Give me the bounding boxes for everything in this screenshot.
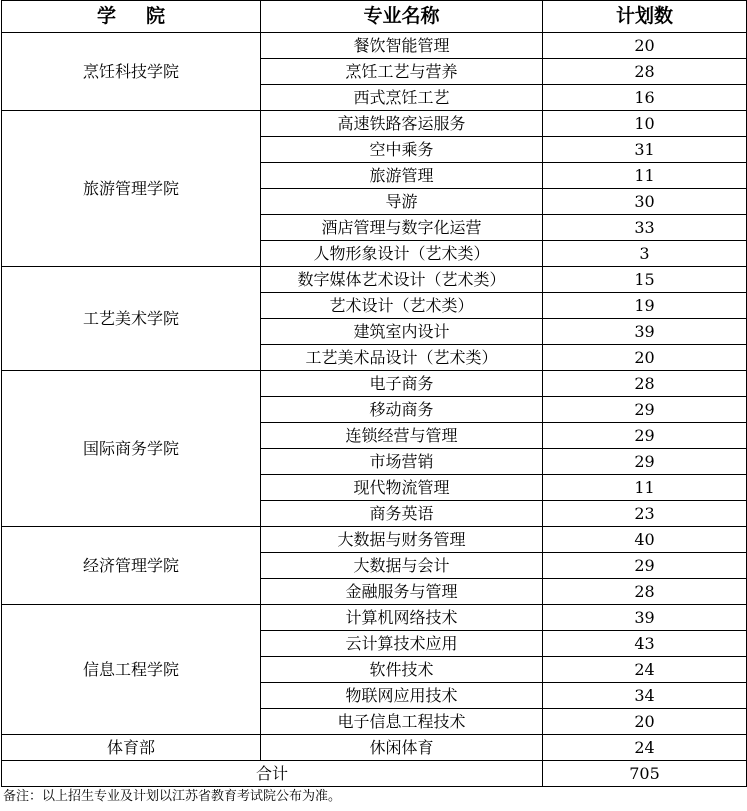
plan-count-cell: 28 [543, 579, 747, 605]
plan-count-cell: 24 [543, 657, 747, 683]
plan-count-cell: 40 [543, 527, 747, 553]
plan-count-cell: 19 [543, 293, 747, 319]
college-cell: 国际商务学院 [2, 371, 261, 527]
major-cell: 物联网应用技术 [261, 683, 543, 709]
table-row [2, 527, 747, 553]
major-cell: 艺术设计（艺术类） [261, 293, 543, 319]
major-cell: 金融服务与管理 [261, 579, 543, 605]
plan-count-cell: 20 [543, 33, 747, 59]
plan-count-cell: 16 [543, 85, 747, 111]
plan-count-cell: 23 [543, 501, 747, 527]
major-cell: 高速铁路客运服务 [261, 111, 543, 137]
major-cell: 现代物流管理 [261, 475, 543, 501]
college-cell: 烹饪科技学院 [2, 33, 261, 111]
major-cell: 旅游管理 [261, 163, 543, 189]
major-cell: 市场营销 [261, 449, 543, 475]
header-major: 专业名称 [261, 1, 543, 33]
major-cell: 电子商务 [261, 371, 543, 397]
college-cell: 体育部 [2, 735, 261, 761]
major-cell: 计算机网络技术 [261, 605, 543, 631]
major-cell: 软件技术 [261, 657, 543, 683]
header-row [2, 1, 747, 33]
header-plan: 计划数 [543, 1, 747, 33]
table-row [2, 111, 747, 137]
plan-count-cell: 29 [543, 397, 747, 423]
plan-count-cell: 20 [543, 345, 747, 371]
plan-count-cell: 39 [543, 605, 747, 631]
total-value: 705 [543, 761, 747, 787]
college-cell: 信息工程学院 [2, 605, 261, 735]
table-row [2, 371, 747, 397]
plan-count-cell: 31 [543, 137, 747, 163]
table-body [2, 33, 747, 761]
major-cell: 建筑室内设计 [261, 319, 543, 345]
plan-count-cell: 28 [543, 371, 747, 397]
plan-count-cell: 29 [543, 423, 747, 449]
major-cell: 空中乘务 [261, 137, 543, 163]
major-cell: 人物形象设计（艺术类） [261, 241, 543, 267]
total-row [2, 761, 747, 787]
major-cell: 商务英语 [261, 501, 543, 527]
plan-count-cell: 30 [543, 189, 747, 215]
major-cell: 连锁经营与管理 [261, 423, 543, 449]
major-cell: 云计算技术应用 [261, 631, 543, 657]
plan-count-cell: 10 [543, 111, 747, 137]
plan-count-cell: 3 [543, 241, 747, 267]
table-row [2, 33, 747, 59]
major-cell: 酒店管理与数字化运营 [261, 215, 543, 241]
major-cell: 大数据与会计 [261, 553, 543, 579]
major-cell: 数字媒体艺术设计（艺术类） [261, 267, 543, 293]
table-row [2, 605, 747, 631]
major-cell: 导游 [261, 189, 543, 215]
plan-count-cell: 15 [543, 267, 747, 293]
total-label: 合计 [2, 761, 543, 787]
header-college: 学院 [2, 1, 261, 33]
plan-count-cell: 33 [543, 215, 747, 241]
major-cell: 休闲体育 [261, 735, 543, 761]
college-cell: 工艺美术学院 [2, 267, 261, 371]
plan-count-cell: 39 [543, 319, 747, 345]
plan-count-cell: 34 [543, 683, 747, 709]
major-cell: 工艺美术品设计（艺术类） [261, 345, 543, 371]
major-cell: 电子信息工程技术 [261, 709, 543, 735]
college-cell: 经济管理学院 [2, 527, 261, 605]
plan-count-cell: 20 [543, 709, 747, 735]
major-cell: 烹饪工艺与营养 [261, 59, 543, 85]
major-cell: 大数据与财务管理 [261, 527, 543, 553]
plan-count-cell: 29 [543, 553, 747, 579]
plan-count-cell: 11 [543, 475, 747, 501]
plan-count-cell: 28 [543, 59, 747, 85]
major-cell: 餐饮智能管理 [261, 33, 543, 59]
enrollment-plan-table [1, 0, 747, 787]
plan-count-cell: 29 [543, 449, 747, 475]
plan-count-cell: 43 [543, 631, 747, 657]
plan-count-cell: 11 [543, 163, 747, 189]
footnote: 备注：以上招生专业及计划以江苏省教育考试院公布为准。 [3, 789, 342, 804]
major-cell: 移动商务 [261, 397, 543, 423]
table-row [2, 735, 747, 761]
table-row [2, 267, 747, 293]
major-cell: 西式烹饪工艺 [261, 85, 543, 111]
college-cell: 旅游管理学院 [2, 111, 261, 267]
plan-count-cell: 24 [543, 735, 747, 761]
